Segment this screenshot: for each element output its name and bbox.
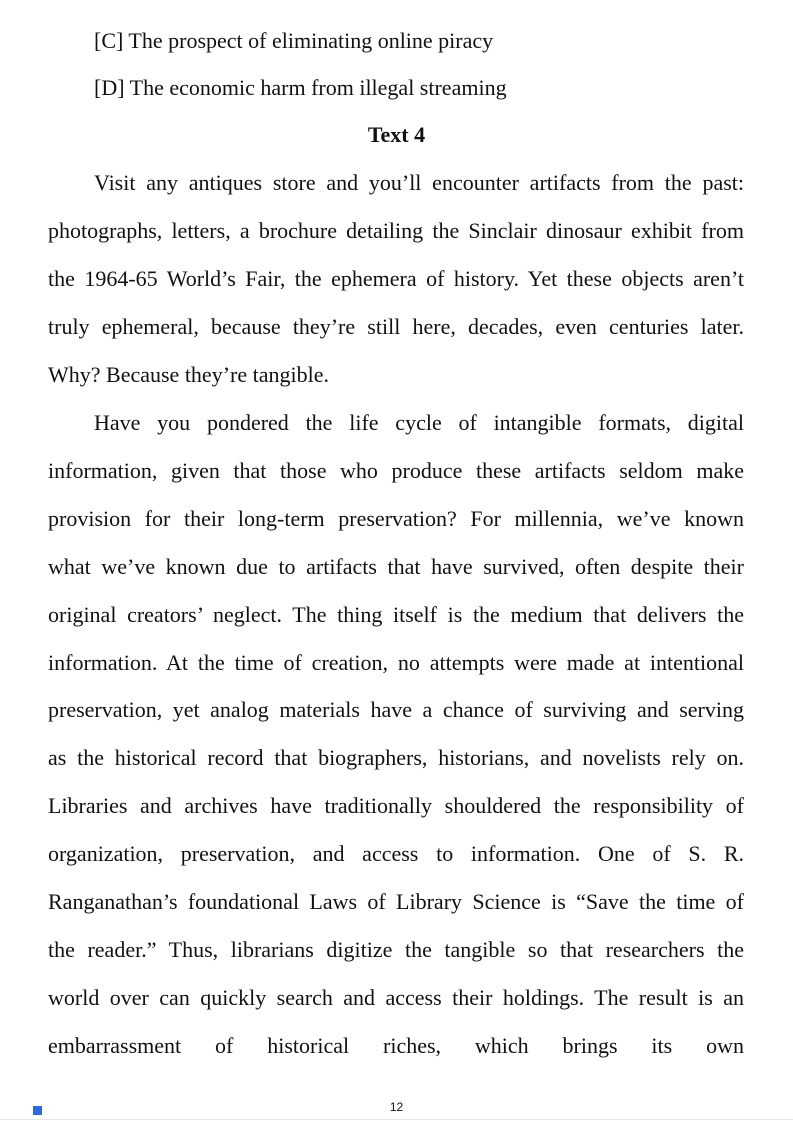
paragraph-1-line-5: Why? Because they’re tangible.: [48, 362, 329, 387]
paragraph-2-line-7: preservation, yet analog materials have a chance of surviving and serving: [48, 697, 744, 722]
paragraph-2-line-12: the reader.” Thus, librarians digitize the tangible so that researchers the: [48, 937, 744, 962]
section-heading: Text 4: [367, 122, 426, 147]
answer-option-c: [C] The prospect of eliminating online piracy: [94, 28, 494, 53]
paragraph-2-line-4: what we’ve known due to artifacts that have survived, often despite their: [48, 554, 744, 579]
paragraph-2-line-6: information. At the time of creation, no attempts were made at intentional: [48, 650, 744, 675]
paragraph-1-line-2: photographs, letters, a brochure detailing the Sinclair dinosaur exhibit from: [48, 218, 744, 243]
page-bottom-divider: [0, 1119, 793, 1120]
paragraph-2-line-14: embarrassment of historical riches, which brings its own: [48, 1033, 744, 1058]
paragraph-2-line-10: organization, preservation, and access to information. One of S. R.: [48, 841, 744, 866]
paragraph-2-line-11: Ranganathan’s foundational Laws of Library Science is “Save the time of: [48, 889, 744, 914]
paragraph-2-line-2: information, given that those who produce these artifacts seldom make: [48, 458, 744, 483]
paragraph-2-line-5: original creators’ neglect. The thing itself is the medium that delivers the: [48, 602, 744, 627]
paragraph-1-line-3: the 1964-65 World’s Fair, the ephemera of history. Yet these objects aren’t: [48, 266, 744, 291]
paragraph-2-line-3: provision for their long-term preservation? For millennia, we’ve known: [48, 506, 744, 531]
page-number: 12: [389, 1100, 404, 1114]
paragraph-2-line-8: as the historical record that biographers, historians, and novelists rely on.: [48, 745, 744, 770]
answer-option-d: [D] The economic harm from illegal streaming: [94, 75, 507, 100]
paragraph-2-line-9: Libraries and archives have traditionally shouldered the responsibility of: [48, 793, 744, 818]
paragraph-2-line-1: Have you pondered the life cycle of intangible formats, digital: [94, 410, 744, 435]
paragraph-1-line-4: truly ephemeral, because they’re still here, decades, even centuries later.: [48, 314, 744, 339]
paragraph-2-line-13: world over can quickly search and access their holdings. The result is an: [48, 985, 744, 1010]
paragraph-1-line-1: Visit any antiques store and you’ll encounter artifacts from the past:: [94, 170, 744, 195]
